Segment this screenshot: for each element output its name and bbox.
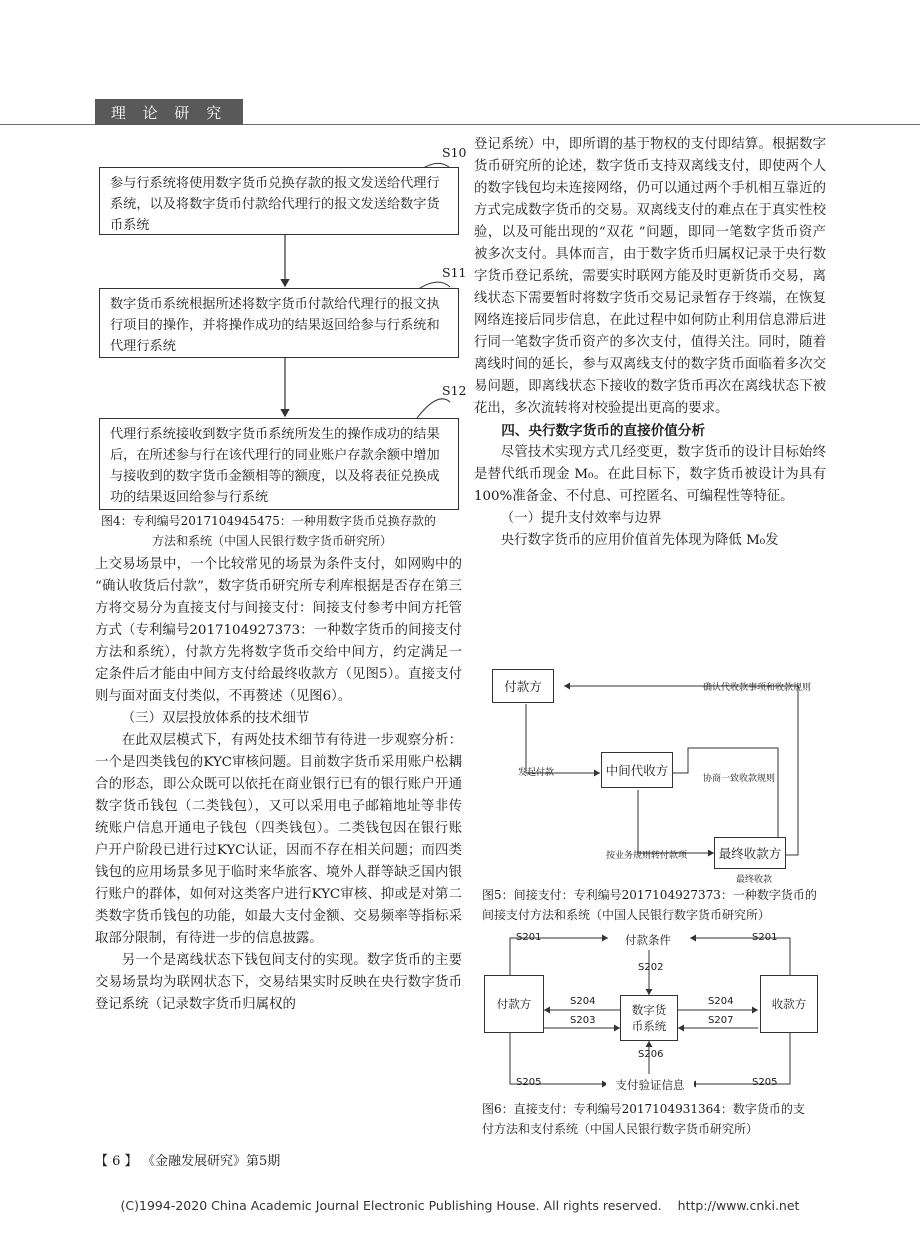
footer-journal: 《金融发展研究》第5期: [142, 1154, 281, 1169]
fig5-payer-box: 付款方: [492, 669, 554, 703]
section-heading-3: （三）双层投放体系的技术细节: [121, 711, 310, 726]
fig5-label-final: 最终收款: [736, 875, 773, 885]
fig6-line-s201-left: [510, 938, 608, 976]
fig6-label-s205-left: S205: [516, 1077, 542, 1088]
section-tab: 理 论 研 究: [95, 99, 243, 125]
section-heading-4-1: （一）提升支付效率与边界: [500, 511, 662, 526]
fig6-label-s205-right: S205: [752, 1077, 778, 1088]
left-para-1: 上交易场景中，一个比较常见的场景为条件支付，如网购中的 “确认收货后付款”，数字货币研究所专利库根据是否存在第三方将交易分为直接支付与间接支付：间接支付参考中间方托管方式（专利编号2017104927373：一种数字货币的间接支付方法和系统），付款方先将数字货币交给中间方，约定满足一定条件后才能由中间方支付给最终收款方（见图5）。直接支付则与面对面支付类似，不再赘述（见图6）。: [95, 557, 462, 704]
left-column: [95, 554, 462, 1016]
left-para-3: 另一个是离线状态下钱包间支付的实现。数字货币的主要交易场景均为联网状态下，交易结果实时反映在央行数字货币登记系统（记录数字货币归属权的: [95, 953, 462, 1012]
right-para-3: 央行数字货币的应用价值首先体现为降低 M₀发: [500, 533, 779, 548]
fig5-payee-box: 最终收款方: [714, 837, 786, 869]
fig4-leader-s12: [417, 399, 450, 418]
fig4-step-label-s10: S10: [442, 145, 467, 160]
fig5-label-confirm: 确认代收款事项和收款规则: [703, 683, 812, 693]
footer-copyright: (C)1994-2020 China Academic Journal Electronic Publishing House. All rights reserved. http://www.cnki.net: [120, 1198, 800, 1213]
fig5-label-initiate: 发起付款: [518, 768, 555, 778]
fig5-caption-line1: 图5：间接支付：专利编号2017104927373：一种数字货币的: [482, 888, 817, 902]
fig6-payer-box: 付款方: [484, 975, 544, 1033]
fig6-payee-box: 收款方: [760, 975, 818, 1033]
fig5-line-initiate: [526, 704, 600, 773]
fig4-box-s11: 数字货币系统根据所述将数字货币付款给代理行的报文执行项目的操作，并将操作成功的结果返回给参与行系统和代理行系统: [99, 288, 459, 358]
section-heading-4: 四、央行数字货币的直接价值分析: [501, 423, 706, 439]
footer-page-number: 【 6 】: [95, 1154, 138, 1169]
fig6-label-s201-left: S201: [516, 932, 542, 943]
fig5-intermediary-box: 中间代收方: [601, 752, 673, 788]
fig5-caption-line2: 间接支付方法和系统（中国人民银行数字货币研究所）: [482, 908, 771, 922]
fig6-label-s204-right: S204: [708, 996, 734, 1007]
fig4-caption-line2: 方法和系统（中国人民银行数字货币研究所）: [152, 534, 393, 548]
fig4-box-s10: 参与行系统将使用数字货币兑换存款的报文发送给代理行系统，以及将数字货币付款给代理行的报文发送给数字货币系统: [99, 167, 459, 235]
fig6-label-s203: S203: [570, 1015, 596, 1026]
fig5-line-negotiate: [670, 748, 778, 838]
fig6-label-s201-right: S201: [752, 932, 778, 943]
fig6-verify: 支付验证信息: [606, 1075, 694, 1095]
fig5-label-transfer: 按业务规则转付款项: [606, 851, 688, 861]
fig6-caption-line1: 图6：直接支付：专利编号2017104931364：数字货币的支: [482, 1102, 805, 1116]
fig6-system-box: 数字货币系统: [620, 995, 678, 1041]
fig4-caption-line1: 图4：专利编号2017104945475：一种用数字货币兑换存款的: [101, 514, 436, 528]
fig5-label-negotiate: 协商一致收款规则: [703, 774, 776, 784]
fig6-label-s207: S207: [708, 1015, 734, 1026]
right-column: [474, 134, 826, 552]
fig6-caption-line2: 付方法和支付系统（中国人民银行数字货币研究所）: [482, 1122, 759, 1136]
fig5-line-transfer: [638, 790, 714, 853]
fig6-line-s201-right: [690, 938, 790, 976]
fig4-step-label-s11: S11: [442, 265, 467, 280]
right-para-1: 登记系统）中，即所谓的基于物权的支付即结算。根据数字货币研究所的论述，数字货币支持双离线支付，即使两个人的数字钱包均未连接网络，仍可以通过两个手机相互靠近的方式完成数字货币的交易。双离线支付的难点在于真实性校验，以及可能出现的“双花 ”问题，即同一笔数字货币资产被多次支付。具体而言，由于数字货币归属权记录于央行数字货币登记系统，需要实时联网方能及时更新货币交易，离线状态下需要暂时将数字货币交易记录暂存于终端，在恢复网络连接后同步信息，在此过程中如何防止利用信息滞后进行同一笔数字货币资产的多次支付，值得关注。同时，随着离线时间的延长，参与双离线支付的数字货币面临着多次交易问题，即离线状态下接收的数字货币再次在离线状态下被花出，多次流转将对校验提出更高的要求。: [474, 137, 826, 416]
fig6-label-s206: S206: [638, 1049, 664, 1060]
fig6-label-s202: S202: [638, 962, 664, 973]
fig4-step-label-s12: S12: [442, 383, 467, 398]
left-para-2: 在此双层模式下，有两处技术细节有待进一步观察分析：一个是四类钱包的KYC审核问题。目前数字货币采用账户松耦合的形态，即公众既可以依托在商业银行已有的银行账户开通数字货币钱包（二类钱包），又可以采用电子邮箱地址等非传统账户信息开通电子钱包（四类钱包）。二类钱包因在银行账户开户阶段已进行过KYC认证，因而不存在相关问题；而四类钱包的应用场景多见于临时来华旅客、境外人群等缺乏国内银行账户的群体，如何对这类客户进行KYC审核、抑或是对第二类数字货币钱包的功能，如最大支付金额、交易频率等指标采取部分限制，有待进一步的信息披露。: [95, 733, 462, 946]
fig6-label-s204-left: S204: [570, 996, 596, 1007]
fig6-conditions: 付款条件: [610, 930, 686, 950]
fig4-box-s12: 代理行系统接收到数字货币系统所发生的操作成功的结果后，在所述参与行在该代理行的同业账户存款余额中增加与接收到的数字货币金额相等的额度，以及将表征兑换成功的结果返回给参与行系统: [99, 418, 459, 510]
right-para-2: 尽管技术实现方式几经变更，数字货币的设计目标始终是替代纸币现金 M₀。在此目标下，数字货币被设计为具有100%准备金、不付息、可控匿名、可编程性等特征。: [474, 445, 826, 504]
